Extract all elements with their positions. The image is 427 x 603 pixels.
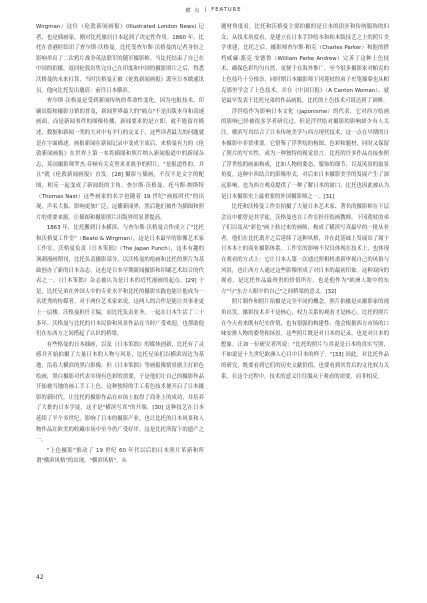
left-paragraph-1: Wirgman）这位《伦敦新闻画报》(Illustrated London News) 记者、也是插画家，刚对比托旅居日本起到了决定性作用。1860 年，比托在香港时结识了查尔斯·沃格曼。比托受查尔斯·沃格曼的记者身份之影响举出了二次鸦片战争英法联军的随军摄影师。当比托结束了自己在中国的拍摄，返回伦敦出售完自己在印度和中国的摄影照片之后，得悉沃格曼的未来打算，当时沃格曼正被《伦敦新闻画报》派至日本做通讯员，他向比托发出邀请：前往日本横滨。 — [36, 24, 204, 94]
header-separator: | — [204, 7, 208, 13]
right-paragraph-3: 比托和沃格曼工作室拍摄了大量日本艺术家、著名的摄影师在下层会员中都曾是其学徒，沃格曼也在工作室担任绘画教师。下冈莲杖的弟子们以及从"彩色"画上转过来的画师，构成了横滨写真最早的一批从业者。他们在比托离开之后延续了这种风格，并在此基础上发展出了属于日本本土的商业摄影体系。工作室的影响不仅仅体现在技术上，也体现在观看的方式上：它让日本人第一次通过照相机重新审视自己的风俗与风景，也让西方人通过这些影像形成了对日本的最初印象。这种双向的观看，是比托作品最珍贵的价值所在，也是他作为"欧洲人眼中的东方"与"东方人眼中的自己"之间桥梁的意义。[32] — [221, 204, 389, 295]
right-paragraph-1: 题材角度看，比托和沃格曼主要拍摄的是日本的街区和传统服饰的妇女；从技术角度看，是建立在日本手钞绘本和和木版技艺之上的照片美学重建，比托之后，摄影师查尔斯·帕克（Charles Parker）和他的搭档威廉·派克·安德鲁（William Parke Andrew）完善了这种上色技术，确保色彩均匀自然，更便于在海外推广，至今很多摄影家对帕克的上色技巧十分推崇，同时期日本摄影师下冈莲杖的弟子史笔描摹也从帕克那里学会了上色技术，并在《中国日报》（A Canton Woman）、就是最早发表于比托兄弟的作品画报，比托的上色技术可说达到了顶峰。 — [221, 24, 389, 105]
left-column — [36, 22, 204, 556]
right-paragraph-2: 浮世绘作为影响日本文化（Japonisme）的代表，它对西方绘画的影响已经被很多学者研究过，但是浮世绘对摄影的影响却少有人关注。横滨写真结合了日本传统美学与西方现代技术，这一点在早期的日本摄影中非常重要。它借鉴了浮世绘的构图、色彩和题材，同时又保留了照片的写实性，成为一种独特的视觉语言。比托的许多作品直接参照了浮世绘的画面构成，比如人物的姿态、服饰的细节，以及风景的取景角度。这种中西结合的影像形式，对后来日本摄影美学的发展产生了深远影响，也为西方观众提供了一种了解日本的窗口。比托也因此被认为是日本摄影史上最重要的外国摄影师之一。[31] — [221, 108, 389, 200]
left-paragraph-2: 查尔斯·沃格曼是受到新闻传统的革命性变化，因为电报技术、印刷出版和摄影分销的普及，新闻世界最大的"痛点"不是出版本身和高速画面，而是新闻事件的图像传播，新闻要求的是立即。就不能留存描述，数据和新闻一类的大对中有平行的交叉于，这些读者最大的问题就是在字面描述。画报新闻在新闻记录中变成主流后，来格曼有力的《伦敦新闻画报》在世界上第一本将插图和照片纳入新闻报道中的新闻杂志，英国摄影师罗杰·芬顿有关克里米亚战争的照片，"是报道性的，并且"就《伦敦新闻画报》直发。[28] 摄影与插画，不仅不是文字的配图，相反一起变成了新闻纸的主角。查尔斯·沃格曼、托马斯·纳斯特（Thomas Nast）这些画家的名字也随着 19 世纪"画报时代"的出现，声名大振、影响更加广泛，远播新闻界，然后他们被作为插图和照片的重要来源，让插图和摄影照片出版界的显著提高。 — [36, 98, 204, 221]
right-column — [221, 22, 389, 556]
header-section: 横 点 — [185, 7, 201, 14]
running-header — [0, 0, 427, 20]
left-paragraph-3: 1863 年，比托搬到日本横滨，与查尔斯·沃格曼合作成立了"比托和沃格曼工作室"（Beato & Wirgman），这是日本最早的影像艺术家工作室。沃格曼负责《日本笨拙》（The Japan Punch），这本有趣的讽刺漫画期刊，比托负责摄影部分，以沃格曼的绘画和比托的照片为基础创办了新的日本杂志，这也是日本早期新闻摄影和印刷艺术结合的代表之一。《日本笨拙》杂志被认为是日本的近代漫画的起点。[29] 于是，比托兄弟在外国人中的专业水平和比托的摄影实践也能让他成为一名优秀的传媒者。对于两位艺术家来说，这两人的合作是能让其事业更上一层楼。沃格曼担任主编，而比托负责业务，一起在日本生活了二十多年。沃格曼与比托的日本民俗和风景作品在当时广受欢迎，也帮助他们在东西方之间搭起了认识的桥梁。 — [36, 225, 204, 338]
left-paragraph-4: 有些格曼的日本插画，以及《日本笨拙》的媒体创新，比托有了灵感并开始拍摄了大量日本的人物与风景，比托兄弟们以横滨周边为基地，沿着大横滨的黑白影像，但《日本笨拙》等画报像情景剧主打彩色绘画，黑白摄影对代表实现有色彩的需要，于是他们让自己的摄影作品开始被当地的画工手工上色，这种独特的手工着色技术便开启了日本摄影的新时代，让比托的摄影作品在市场上取得了商业上的成功，并培养了大批的日本学徒，这才是"横滨写真"的开端。[30] 这种技艺在日本延续了半个多世纪，影响了日本的摄影产业，也让比托的日本风景和人物作品在欧美的收藏市场中至今仍广受好评，这是比托所留下的遗产之一。 — [36, 341, 204, 444]
left-paragraph-5: "上色摄影"推动了 19 世纪 60 年代以后的日本照片革新和所谓"横滨风格"的出现。"横滨风格"，从 — [36, 447, 204, 465]
header-label: FEATURE — [211, 7, 242, 13]
right-paragraph-4: 照片制作和照片拍摄是完全不同的概念，照片拍摄是从摄影家的视角出发，摄影技术并不是核心，权力关系的观看才是核心。比托的照片在今天看来既有纪实价值，也有很强的构建性：他会根据西方市场的口味安排人物的姿势和场景，这些照片既是对日本的记录，也是对日本的想象。正如一位研究者所说："比托的照片与其说是日本的真实写照，不如说是十九世纪欧洲人心目中日本的样子。"[33] 因此，对比托作品的研究，既要看到它们的历史文献价值，也要看到其背后的文化权力关系，在这个过程中，技术的意义往往服从于观看的需要，而非相反。 — [221, 299, 389, 380]
page-number: 42 — [36, 574, 44, 581]
